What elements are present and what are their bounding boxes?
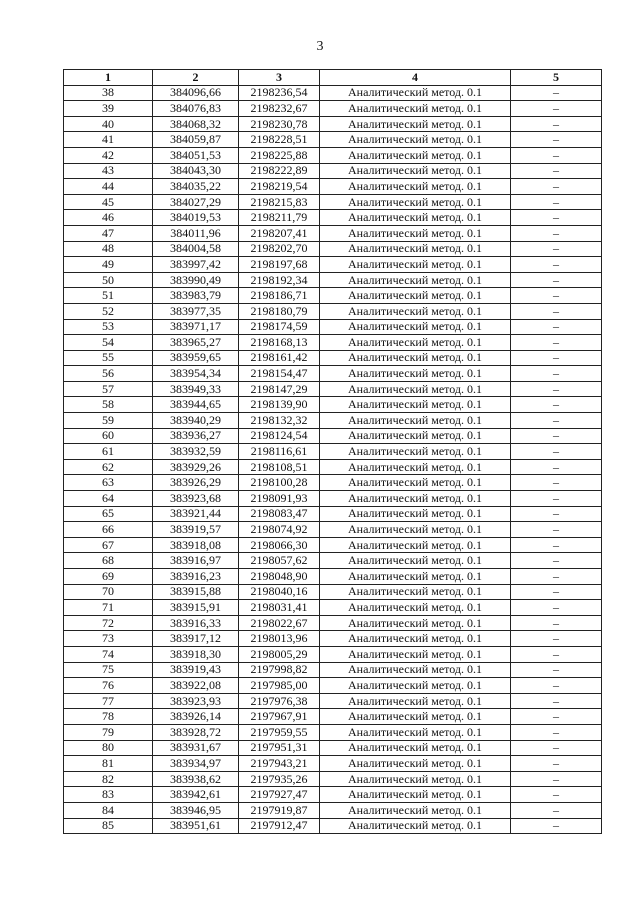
method-cell: Аналитический метод. 0.1 bbox=[320, 693, 511, 709]
column-header-5: 5 bbox=[511, 70, 602, 86]
table-row bbox=[64, 537, 602, 553]
note-cell: – bbox=[511, 491, 602, 507]
note-cell: – bbox=[511, 319, 602, 335]
x-coordinate-cell: 383983,79 bbox=[153, 288, 239, 304]
method-cell: Аналитический метод. 0.1 bbox=[320, 459, 511, 475]
point-number-cell: 69 bbox=[64, 569, 153, 585]
table-row bbox=[64, 553, 602, 569]
point-number-cell: 59 bbox=[64, 413, 153, 429]
method-cell: Аналитический метод. 0.1 bbox=[320, 444, 511, 460]
table-row bbox=[64, 428, 602, 444]
table-row bbox=[64, 366, 602, 382]
method-cell: Аналитический метод. 0.1 bbox=[320, 724, 511, 740]
note-cell: – bbox=[511, 537, 602, 553]
method-cell: Аналитический метод. 0.1 bbox=[320, 241, 511, 257]
table-row bbox=[64, 350, 602, 366]
table-row bbox=[64, 459, 602, 475]
table-header-row bbox=[64, 70, 602, 86]
note-cell: – bbox=[511, 475, 602, 491]
y-coordinate-cell: 2198202,70 bbox=[239, 241, 320, 257]
y-coordinate-cell: 2198192,34 bbox=[239, 272, 320, 288]
x-coordinate-cell: 383959,65 bbox=[153, 350, 239, 366]
column-header-1: 1 bbox=[64, 70, 153, 86]
point-number-cell: 48 bbox=[64, 241, 153, 257]
coordinates-table bbox=[63, 69, 602, 834]
method-cell: Аналитический метод. 0.1 bbox=[320, 179, 511, 195]
method-cell: Аналитический метод. 0.1 bbox=[320, 787, 511, 803]
point-number-cell: 70 bbox=[64, 584, 153, 600]
note-cell: – bbox=[511, 678, 602, 694]
method-cell: Аналитический метод. 0.1 bbox=[320, 802, 511, 818]
y-coordinate-cell: 2198232,67 bbox=[239, 101, 320, 117]
note-cell: – bbox=[511, 600, 602, 616]
page-number: 3 bbox=[316, 39, 324, 54]
table-row bbox=[64, 569, 602, 585]
x-coordinate-cell: 384004,58 bbox=[153, 241, 239, 257]
x-coordinate-cell: 383931,67 bbox=[153, 740, 239, 756]
point-number-cell: 41 bbox=[64, 132, 153, 148]
y-coordinate-cell: 2198222,89 bbox=[239, 163, 320, 179]
x-coordinate-cell: 383916,23 bbox=[153, 569, 239, 585]
x-coordinate-cell: 383921,44 bbox=[153, 506, 239, 522]
table-row bbox=[64, 584, 602, 600]
point-number-cell: 65 bbox=[64, 506, 153, 522]
x-coordinate-cell: 383923,68 bbox=[153, 491, 239, 507]
y-coordinate-cell: 2197959,55 bbox=[239, 724, 320, 740]
column-header-2: 2 bbox=[153, 70, 239, 86]
y-coordinate-cell: 2198031,41 bbox=[239, 600, 320, 616]
table-row bbox=[64, 802, 602, 818]
y-coordinate-cell: 2198124,54 bbox=[239, 428, 320, 444]
table-row bbox=[64, 491, 602, 507]
y-coordinate-cell: 2198048,90 bbox=[239, 569, 320, 585]
point-number-cell: 80 bbox=[64, 740, 153, 756]
table-row bbox=[64, 241, 602, 257]
x-coordinate-cell: 383944,65 bbox=[153, 397, 239, 413]
note-cell: – bbox=[511, 101, 602, 117]
table-row bbox=[64, 724, 602, 740]
x-coordinate-cell: 383919,43 bbox=[153, 662, 239, 678]
note-cell: – bbox=[511, 225, 602, 241]
table-row bbox=[64, 787, 602, 803]
method-cell: Аналитический метод. 0.1 bbox=[320, 522, 511, 538]
point-number-cell: 45 bbox=[64, 194, 153, 210]
x-coordinate-cell: 383923,93 bbox=[153, 693, 239, 709]
method-cell: Аналитический метод. 0.1 bbox=[320, 818, 511, 834]
method-cell: Аналитический метод. 0.1 bbox=[320, 428, 511, 444]
method-cell: Аналитический метод. 0.1 bbox=[320, 600, 511, 616]
y-coordinate-cell: 2197951,31 bbox=[239, 740, 320, 756]
method-cell: Аналитический метод. 0.1 bbox=[320, 194, 511, 210]
y-coordinate-cell: 2198228,51 bbox=[239, 132, 320, 148]
point-number-cell: 54 bbox=[64, 335, 153, 351]
note-cell: – bbox=[511, 272, 602, 288]
point-number-cell: 74 bbox=[64, 646, 153, 662]
x-coordinate-cell: 384043,30 bbox=[153, 163, 239, 179]
note-cell: – bbox=[511, 397, 602, 413]
x-coordinate-cell: 383954,34 bbox=[153, 366, 239, 382]
x-coordinate-cell: 383915,91 bbox=[153, 600, 239, 616]
point-number-cell: 46 bbox=[64, 210, 153, 226]
table-row bbox=[64, 678, 602, 694]
table-row bbox=[64, 646, 602, 662]
note-cell: – bbox=[511, 553, 602, 569]
y-coordinate-cell: 2198091,93 bbox=[239, 491, 320, 507]
point-number-cell: 38 bbox=[64, 85, 153, 101]
point-number-cell: 73 bbox=[64, 631, 153, 647]
point-number-cell: 78 bbox=[64, 709, 153, 725]
y-coordinate-cell: 2197912,47 bbox=[239, 818, 320, 834]
y-coordinate-cell: 2198168,13 bbox=[239, 335, 320, 351]
table-row bbox=[64, 631, 602, 647]
method-cell: Аналитический метод. 0.1 bbox=[320, 335, 511, 351]
method-cell: Аналитический метод. 0.1 bbox=[320, 646, 511, 662]
method-cell: Аналитический метод. 0.1 bbox=[320, 225, 511, 241]
table-row bbox=[64, 163, 602, 179]
table-row bbox=[64, 179, 602, 195]
x-coordinate-cell: 384011,96 bbox=[153, 225, 239, 241]
note-cell: – bbox=[511, 662, 602, 678]
note-cell: – bbox=[511, 303, 602, 319]
note-cell: – bbox=[511, 381, 602, 397]
y-coordinate-cell: 2198225,88 bbox=[239, 147, 320, 163]
note-cell: – bbox=[511, 584, 602, 600]
point-number-cell: 81 bbox=[64, 756, 153, 772]
point-number-cell: 77 bbox=[64, 693, 153, 709]
x-coordinate-cell: 383951,61 bbox=[153, 818, 239, 834]
method-cell: Аналитический метод. 0.1 bbox=[320, 413, 511, 429]
x-coordinate-cell: 383940,29 bbox=[153, 413, 239, 429]
x-coordinate-cell: 383997,42 bbox=[153, 257, 239, 273]
method-cell: Аналитический метод. 0.1 bbox=[320, 366, 511, 382]
point-number-cell: 39 bbox=[64, 101, 153, 117]
note-cell: – bbox=[511, 116, 602, 132]
note-cell: – bbox=[511, 787, 602, 803]
method-cell: Аналитический метод. 0.1 bbox=[320, 132, 511, 148]
point-number-cell: 68 bbox=[64, 553, 153, 569]
note-cell: – bbox=[511, 257, 602, 273]
x-coordinate-cell: 383916,33 bbox=[153, 615, 239, 631]
method-cell: Аналитический метод. 0.1 bbox=[320, 257, 511, 273]
point-number-cell: 79 bbox=[64, 724, 153, 740]
table-body bbox=[64, 85, 602, 834]
point-number-cell: 83 bbox=[64, 787, 153, 803]
point-number-cell: 72 bbox=[64, 615, 153, 631]
y-coordinate-cell: 2197943,21 bbox=[239, 756, 320, 772]
x-coordinate-cell: 384059,87 bbox=[153, 132, 239, 148]
point-number-cell: 42 bbox=[64, 147, 153, 163]
point-number-cell: 82 bbox=[64, 771, 153, 787]
note-cell: – bbox=[511, 85, 602, 101]
table-row bbox=[64, 257, 602, 273]
note-cell: – bbox=[511, 350, 602, 366]
x-coordinate-cell: 384076,83 bbox=[153, 101, 239, 117]
y-coordinate-cell: 2198100,28 bbox=[239, 475, 320, 491]
x-coordinate-cell: 383934,97 bbox=[153, 756, 239, 772]
table-row bbox=[64, 85, 602, 101]
x-coordinate-cell: 383922,08 bbox=[153, 678, 239, 694]
point-number-cell: 50 bbox=[64, 272, 153, 288]
table-row bbox=[64, 506, 602, 522]
note-cell: – bbox=[511, 724, 602, 740]
table-row bbox=[64, 818, 602, 834]
table-row bbox=[64, 740, 602, 756]
point-number-cell: 52 bbox=[64, 303, 153, 319]
method-cell: Аналитический метод. 0.1 bbox=[320, 101, 511, 117]
y-coordinate-cell: 2198215,83 bbox=[239, 194, 320, 210]
x-coordinate-cell: 384096,66 bbox=[153, 85, 239, 101]
table-row bbox=[64, 335, 602, 351]
note-cell: – bbox=[511, 615, 602, 631]
table-row bbox=[64, 101, 602, 117]
method-cell: Аналитический метод. 0.1 bbox=[320, 569, 511, 585]
note-cell: – bbox=[511, 413, 602, 429]
method-cell: Аналитический метод. 0.1 bbox=[320, 85, 511, 101]
point-number-cell: 62 bbox=[64, 459, 153, 475]
x-coordinate-cell: 383932,59 bbox=[153, 444, 239, 460]
table-row bbox=[64, 709, 602, 725]
note-cell: – bbox=[511, 522, 602, 538]
method-cell: Аналитический метод. 0.1 bbox=[320, 303, 511, 319]
table-row bbox=[64, 381, 602, 397]
y-coordinate-cell: 2198116,61 bbox=[239, 444, 320, 460]
x-coordinate-cell: 384068,32 bbox=[153, 116, 239, 132]
point-number-cell: 56 bbox=[64, 366, 153, 382]
y-coordinate-cell: 2197967,91 bbox=[239, 709, 320, 725]
point-number-cell: 44 bbox=[64, 179, 153, 195]
point-number-cell: 71 bbox=[64, 600, 153, 616]
x-coordinate-cell: 384035,22 bbox=[153, 179, 239, 195]
x-coordinate-cell: 383971,17 bbox=[153, 319, 239, 335]
method-cell: Аналитический метод. 0.1 bbox=[320, 740, 511, 756]
y-coordinate-cell: 2198174,59 bbox=[239, 319, 320, 335]
note-cell: – bbox=[511, 818, 602, 834]
method-cell: Аналитический метод. 0.1 bbox=[320, 756, 511, 772]
note-cell: – bbox=[511, 241, 602, 257]
y-coordinate-cell: 2198207,41 bbox=[239, 225, 320, 241]
y-coordinate-cell: 2198132,32 bbox=[239, 413, 320, 429]
table-row bbox=[64, 615, 602, 631]
method-cell: Аналитический метод. 0.1 bbox=[320, 288, 511, 304]
x-coordinate-cell: 383919,57 bbox=[153, 522, 239, 538]
table-row bbox=[64, 771, 602, 787]
method-cell: Аналитический метод. 0.1 bbox=[320, 272, 511, 288]
point-number-cell: 84 bbox=[64, 802, 153, 818]
note-cell: – bbox=[511, 444, 602, 460]
x-coordinate-cell: 383938,62 bbox=[153, 771, 239, 787]
y-coordinate-cell: 2197935,26 bbox=[239, 771, 320, 787]
point-number-cell: 66 bbox=[64, 522, 153, 538]
point-number-cell: 64 bbox=[64, 491, 153, 507]
y-coordinate-cell: 2197927,47 bbox=[239, 787, 320, 803]
y-coordinate-cell: 2198211,79 bbox=[239, 210, 320, 226]
x-coordinate-cell: 383917,12 bbox=[153, 631, 239, 647]
table-row bbox=[64, 444, 602, 460]
point-number-cell: 76 bbox=[64, 678, 153, 694]
table-row bbox=[64, 288, 602, 304]
y-coordinate-cell: 2198108,51 bbox=[239, 459, 320, 475]
table-row bbox=[64, 522, 602, 538]
point-number-cell: 51 bbox=[64, 288, 153, 304]
method-cell: Аналитический метод. 0.1 bbox=[320, 147, 511, 163]
point-number-cell: 43 bbox=[64, 163, 153, 179]
y-coordinate-cell: 2198180,79 bbox=[239, 303, 320, 319]
point-number-cell: 61 bbox=[64, 444, 153, 460]
table-row bbox=[64, 303, 602, 319]
table-row bbox=[64, 756, 602, 772]
note-cell: – bbox=[511, 210, 602, 226]
table-row bbox=[64, 225, 602, 241]
point-number-cell: 55 bbox=[64, 350, 153, 366]
y-coordinate-cell: 2198147,29 bbox=[239, 381, 320, 397]
table-row bbox=[64, 693, 602, 709]
note-cell: – bbox=[511, 163, 602, 179]
table-row bbox=[64, 475, 602, 491]
table-row bbox=[64, 397, 602, 413]
x-coordinate-cell: 383926,14 bbox=[153, 709, 239, 725]
point-number-cell: 67 bbox=[64, 537, 153, 553]
method-cell: Аналитический метод. 0.1 bbox=[320, 381, 511, 397]
point-number-cell: 49 bbox=[64, 257, 153, 273]
table-row bbox=[64, 194, 602, 210]
y-coordinate-cell: 2198057,62 bbox=[239, 553, 320, 569]
y-coordinate-cell: 2197919,87 bbox=[239, 802, 320, 818]
method-cell: Аналитический метод. 0.1 bbox=[320, 615, 511, 631]
note-cell: – bbox=[511, 428, 602, 444]
note-cell: – bbox=[511, 709, 602, 725]
y-coordinate-cell: 2198013,96 bbox=[239, 631, 320, 647]
point-number-cell: 63 bbox=[64, 475, 153, 491]
note-cell: – bbox=[511, 569, 602, 585]
x-coordinate-cell: 383916,97 bbox=[153, 553, 239, 569]
method-cell: Аналитический метод. 0.1 bbox=[320, 491, 511, 507]
note-cell: – bbox=[511, 693, 602, 709]
note-cell: – bbox=[511, 335, 602, 351]
note-cell: – bbox=[511, 366, 602, 382]
table-row bbox=[64, 210, 602, 226]
x-coordinate-cell: 384051,53 bbox=[153, 147, 239, 163]
y-coordinate-cell: 2198074,92 bbox=[239, 522, 320, 538]
note-cell: – bbox=[511, 506, 602, 522]
method-cell: Аналитический метод. 0.1 bbox=[320, 678, 511, 694]
note-cell: – bbox=[511, 771, 602, 787]
table-row bbox=[64, 600, 602, 616]
note-cell: – bbox=[511, 756, 602, 772]
y-coordinate-cell: 2198066,30 bbox=[239, 537, 320, 553]
y-coordinate-cell: 2197998,82 bbox=[239, 662, 320, 678]
note-cell: – bbox=[511, 646, 602, 662]
method-cell: Аналитический метод. 0.1 bbox=[320, 475, 511, 491]
table-row bbox=[64, 662, 602, 678]
x-coordinate-cell: 383926,29 bbox=[153, 475, 239, 491]
x-coordinate-cell: 383918,30 bbox=[153, 646, 239, 662]
x-coordinate-cell: 383942,61 bbox=[153, 787, 239, 803]
x-coordinate-cell: 383928,72 bbox=[153, 724, 239, 740]
point-number-cell: 60 bbox=[64, 428, 153, 444]
point-number-cell: 85 bbox=[64, 818, 153, 834]
table-row bbox=[64, 319, 602, 335]
y-coordinate-cell: 2198083,47 bbox=[239, 506, 320, 522]
note-cell: – bbox=[511, 132, 602, 148]
note-cell: – bbox=[511, 459, 602, 475]
y-coordinate-cell: 2198022,67 bbox=[239, 615, 320, 631]
method-cell: Аналитический метод. 0.1 bbox=[320, 163, 511, 179]
y-coordinate-cell: 2198040,16 bbox=[239, 584, 320, 600]
note-cell: – bbox=[511, 147, 602, 163]
x-coordinate-cell: 384019,53 bbox=[153, 210, 239, 226]
point-number-cell: 57 bbox=[64, 381, 153, 397]
method-cell: Аналитический метод. 0.1 bbox=[320, 631, 511, 647]
table-row bbox=[64, 132, 602, 148]
method-cell: Аналитический метод. 0.1 bbox=[320, 553, 511, 569]
table-row bbox=[64, 413, 602, 429]
y-coordinate-cell: 2197985,00 bbox=[239, 678, 320, 694]
point-number-cell: 58 bbox=[64, 397, 153, 413]
method-cell: Аналитический метод. 0.1 bbox=[320, 537, 511, 553]
y-coordinate-cell: 2198186,71 bbox=[239, 288, 320, 304]
y-coordinate-cell: 2198197,68 bbox=[239, 257, 320, 273]
note-cell: – bbox=[511, 179, 602, 195]
method-cell: Аналитический метод. 0.1 bbox=[320, 397, 511, 413]
point-number-cell: 53 bbox=[64, 319, 153, 335]
table-row bbox=[64, 147, 602, 163]
note-cell: – bbox=[511, 740, 602, 756]
x-coordinate-cell: 383977,35 bbox=[153, 303, 239, 319]
x-coordinate-cell: 383990,49 bbox=[153, 272, 239, 288]
table-row bbox=[64, 272, 602, 288]
x-coordinate-cell: 383915,88 bbox=[153, 584, 239, 600]
note-cell: – bbox=[511, 802, 602, 818]
y-coordinate-cell: 2198236,54 bbox=[239, 85, 320, 101]
method-cell: Аналитический метод. 0.1 bbox=[320, 116, 511, 132]
column-header-3: 3 bbox=[239, 70, 320, 86]
note-cell: – bbox=[511, 194, 602, 210]
point-number-cell: 75 bbox=[64, 662, 153, 678]
note-cell: – bbox=[511, 288, 602, 304]
table-row bbox=[64, 116, 602, 132]
x-coordinate-cell: 383949,33 bbox=[153, 381, 239, 397]
y-coordinate-cell: 2198161,42 bbox=[239, 350, 320, 366]
column-header-4: 4 bbox=[320, 70, 511, 86]
x-coordinate-cell: 383946,95 bbox=[153, 802, 239, 818]
y-coordinate-cell: 2198005,29 bbox=[239, 646, 320, 662]
x-coordinate-cell: 383929,26 bbox=[153, 459, 239, 475]
method-cell: Аналитический метод. 0.1 bbox=[320, 319, 511, 335]
method-cell: Аналитический метод. 0.1 bbox=[320, 709, 511, 725]
y-coordinate-cell: 2198219,54 bbox=[239, 179, 320, 195]
x-coordinate-cell: 384027,29 bbox=[153, 194, 239, 210]
note-cell: – bbox=[511, 631, 602, 647]
method-cell: Аналитический метод. 0.1 bbox=[320, 584, 511, 600]
x-coordinate-cell: 383965,27 bbox=[153, 335, 239, 351]
method-cell: Аналитический метод. 0.1 bbox=[320, 506, 511, 522]
y-coordinate-cell: 2198230,78 bbox=[239, 116, 320, 132]
x-coordinate-cell: 383918,08 bbox=[153, 537, 239, 553]
method-cell: Аналитический метод. 0.1 bbox=[320, 662, 511, 678]
method-cell: Аналитический метод. 0.1 bbox=[320, 210, 511, 226]
y-coordinate-cell: 2197976,38 bbox=[239, 693, 320, 709]
x-coordinate-cell: 383936,27 bbox=[153, 428, 239, 444]
point-number-cell: 40 bbox=[64, 116, 153, 132]
method-cell: Аналитический метод. 0.1 bbox=[320, 771, 511, 787]
y-coordinate-cell: 2198154,47 bbox=[239, 366, 320, 382]
point-number-cell: 47 bbox=[64, 225, 153, 241]
method-cell: Аналитический метод. 0.1 bbox=[320, 350, 511, 366]
y-coordinate-cell: 2198139,90 bbox=[239, 397, 320, 413]
